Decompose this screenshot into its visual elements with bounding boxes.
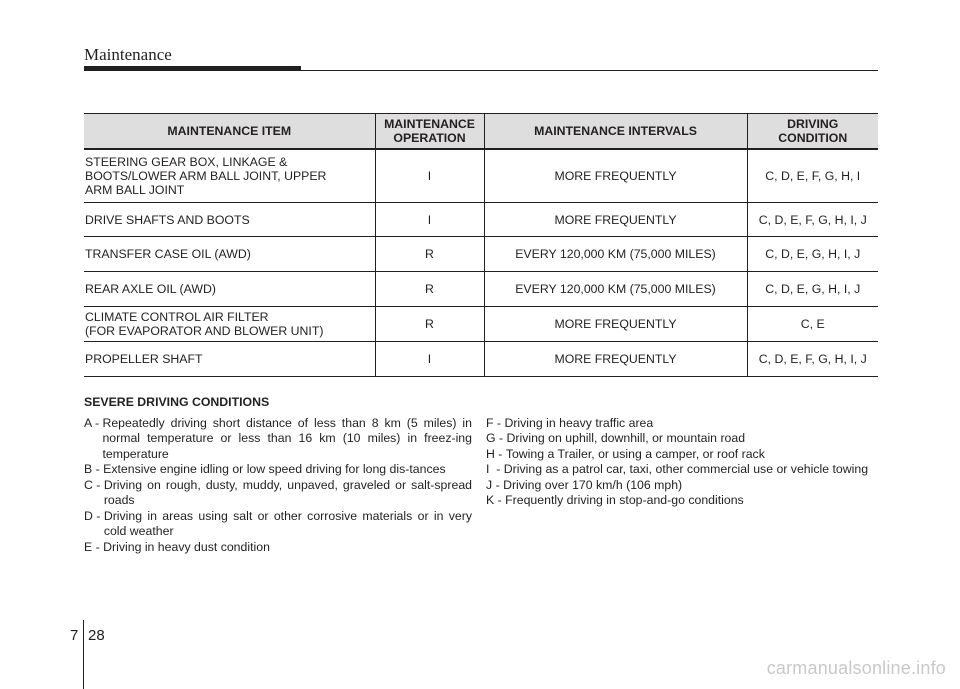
table-row: [84, 237, 878, 272]
cell-item-line: STEERING GEAR BOX, LINKAGE &: [85, 155, 288, 169]
watermark: carmanualsonline.info: [766, 658, 946, 678]
condition-item: [486, 478, 878, 494]
header-rule-thick: [84, 66, 301, 71]
severe-conditions-right: [486, 416, 878, 556]
cell-condition: C, D, E, F, G, H, I: [747, 149, 878, 203]
condition-item: [486, 493, 878, 509]
condition-code: E -: [84, 539, 104, 554]
condition-item: [486, 431, 878, 447]
cell-operation: R: [375, 237, 484, 272]
cell-condition: C, D, E, G, H, I, J: [747, 272, 878, 307]
condition-item: [486, 447, 878, 463]
condition-text: Repeatedly driving short distance of less than 8 km (5 miles) in normal temperature or less than 16 km (10 miles) in freez-ing temperature: [102, 415, 472, 461]
cell-interval: MORE FREQUENTLY: [484, 307, 747, 342]
cell-interval: EVERY 120,000 KM (75,000 MILES): [484, 272, 747, 307]
condition-code: H -: [486, 446, 506, 461]
col-header-intervals: MAINTENANCE INTERVALS: [484, 114, 747, 150]
condition-item: [84, 509, 472, 540]
cell-interval: EVERY 120,000 KM (75,000 MILES): [484, 237, 747, 272]
condition-code: K -: [486, 493, 506, 507]
condition-text: Driving in heavy dust condition: [103, 539, 270, 554]
section-title: Maintenance: [84, 45, 172, 64]
table-row: [84, 203, 878, 237]
table-row: [84, 307, 878, 342]
cell-item-line: CLIMATE CONTROL AIR FILTER: [85, 310, 269, 324]
chapter-number: 7: [70, 627, 79, 644]
condition-item: [84, 462, 472, 478]
condition-item: [84, 540, 472, 556]
severe-conditions-title: SEVERE DRIVING CONDITIONS: [84, 395, 270, 409]
cell-condition: C, E: [747, 307, 878, 342]
condition-code: A -: [84, 415, 103, 430]
cell-condition: C, D, E, F, G, H, I, J: [747, 342, 878, 377]
condition-text: Frequently driving in stop-and-go conditions: [505, 493, 744, 507]
cell-operation: I: [375, 203, 484, 237]
cell-item: REAR AXLE OIL (AWD): [84, 272, 375, 307]
condition-code: I -: [486, 462, 504, 476]
severe-conditions-left: [84, 416, 472, 556]
condition-text: Driving in heavy traffic area: [504, 415, 654, 430]
table-header-row: [84, 114, 878, 150]
condition-code: C -: [84, 477, 104, 492]
cell-interval: MORE FREQUENTLY: [484, 203, 747, 237]
condition-text: Extensive engine idling or low speed driving for long dis-tances: [103, 462, 446, 476]
cell-operation: I: [375, 342, 484, 377]
condition-text: Driving on uphill, downhill, or mountain road: [506, 431, 746, 445]
cell-item: TRANSFER CASE OIL (AWD): [84, 237, 375, 272]
cell-item-line: (FOR EVAPORATOR AND BLOWER UNIT): [85, 324, 324, 338]
col-header-condition-line2: CONDITION: [778, 131, 848, 145]
cell-item: [84, 149, 375, 203]
cell-operation: I: [375, 149, 484, 203]
condition-code: G -: [486, 431, 507, 445]
condition-text: Driving on rough, dusty, muddy, unpaved, graveled or salt-spread roads: [103, 477, 472, 507]
cell-item: PROPELLER SHAFT: [84, 342, 375, 377]
condition-text: Towing a Trailer, or using a camper, or roof rack: [505, 446, 765, 461]
page-number: 28: [88, 627, 105, 644]
table-row: [84, 149, 878, 203]
cell-item-line: BOOTS/LOWER ARM BALL JOINT, UPPER: [85, 169, 327, 183]
cell-item: DRIVE SHAFTS AND BOOTS: [84, 203, 375, 237]
cell-operation: R: [375, 307, 484, 342]
condition-code: B -: [84, 462, 104, 476]
cell-condition: C, D, E, F, G, H, I, J: [747, 203, 878, 237]
col-header-operation: [375, 114, 484, 150]
footer-divider: [83, 620, 84, 689]
col-header-condition-line1: DRIVING: [787, 117, 839, 131]
condition-text: Driving over 170 km/h (106 mph): [503, 477, 683, 492]
cell-item-line: ARM BALL JOINT: [85, 183, 185, 197]
condition-item: [84, 416, 472, 463]
table-row: [84, 342, 878, 377]
col-header-condition: [747, 114, 878, 150]
col-header-item: MAINTENANCE ITEM: [84, 114, 375, 150]
condition-code: D -: [84, 508, 104, 523]
condition-code: J -: [486, 477, 504, 492]
severe-conditions: [84, 395, 878, 555]
cell-operation: R: [375, 272, 484, 307]
condition-item: [486, 462, 878, 478]
cell-item: [84, 307, 375, 342]
cell-condition: C, D, E, G, H, I, J: [747, 237, 878, 272]
col-header-operation-line2: OPERATION: [393, 131, 466, 145]
col-header-operation-line1: MAINTENANCE: [384, 117, 475, 131]
condition-item: [84, 478, 472, 509]
condition-code: F -: [486, 415, 505, 430]
cell-interval: MORE FREQUENTLY: [484, 342, 747, 377]
cell-interval: MORE FREQUENTLY: [484, 149, 747, 203]
condition-item: [486, 416, 878, 432]
table-row: [84, 272, 878, 307]
condition-text: Driving in areas using salt or other corrosive materials or in very cold weather: [103, 508, 472, 538]
condition-text: Driving as a patrol car, taxi, other commercial use or vehicle towing: [503, 462, 869, 476]
header-rule-thin: [301, 70, 878, 71]
maintenance-table: [84, 113, 878, 377]
